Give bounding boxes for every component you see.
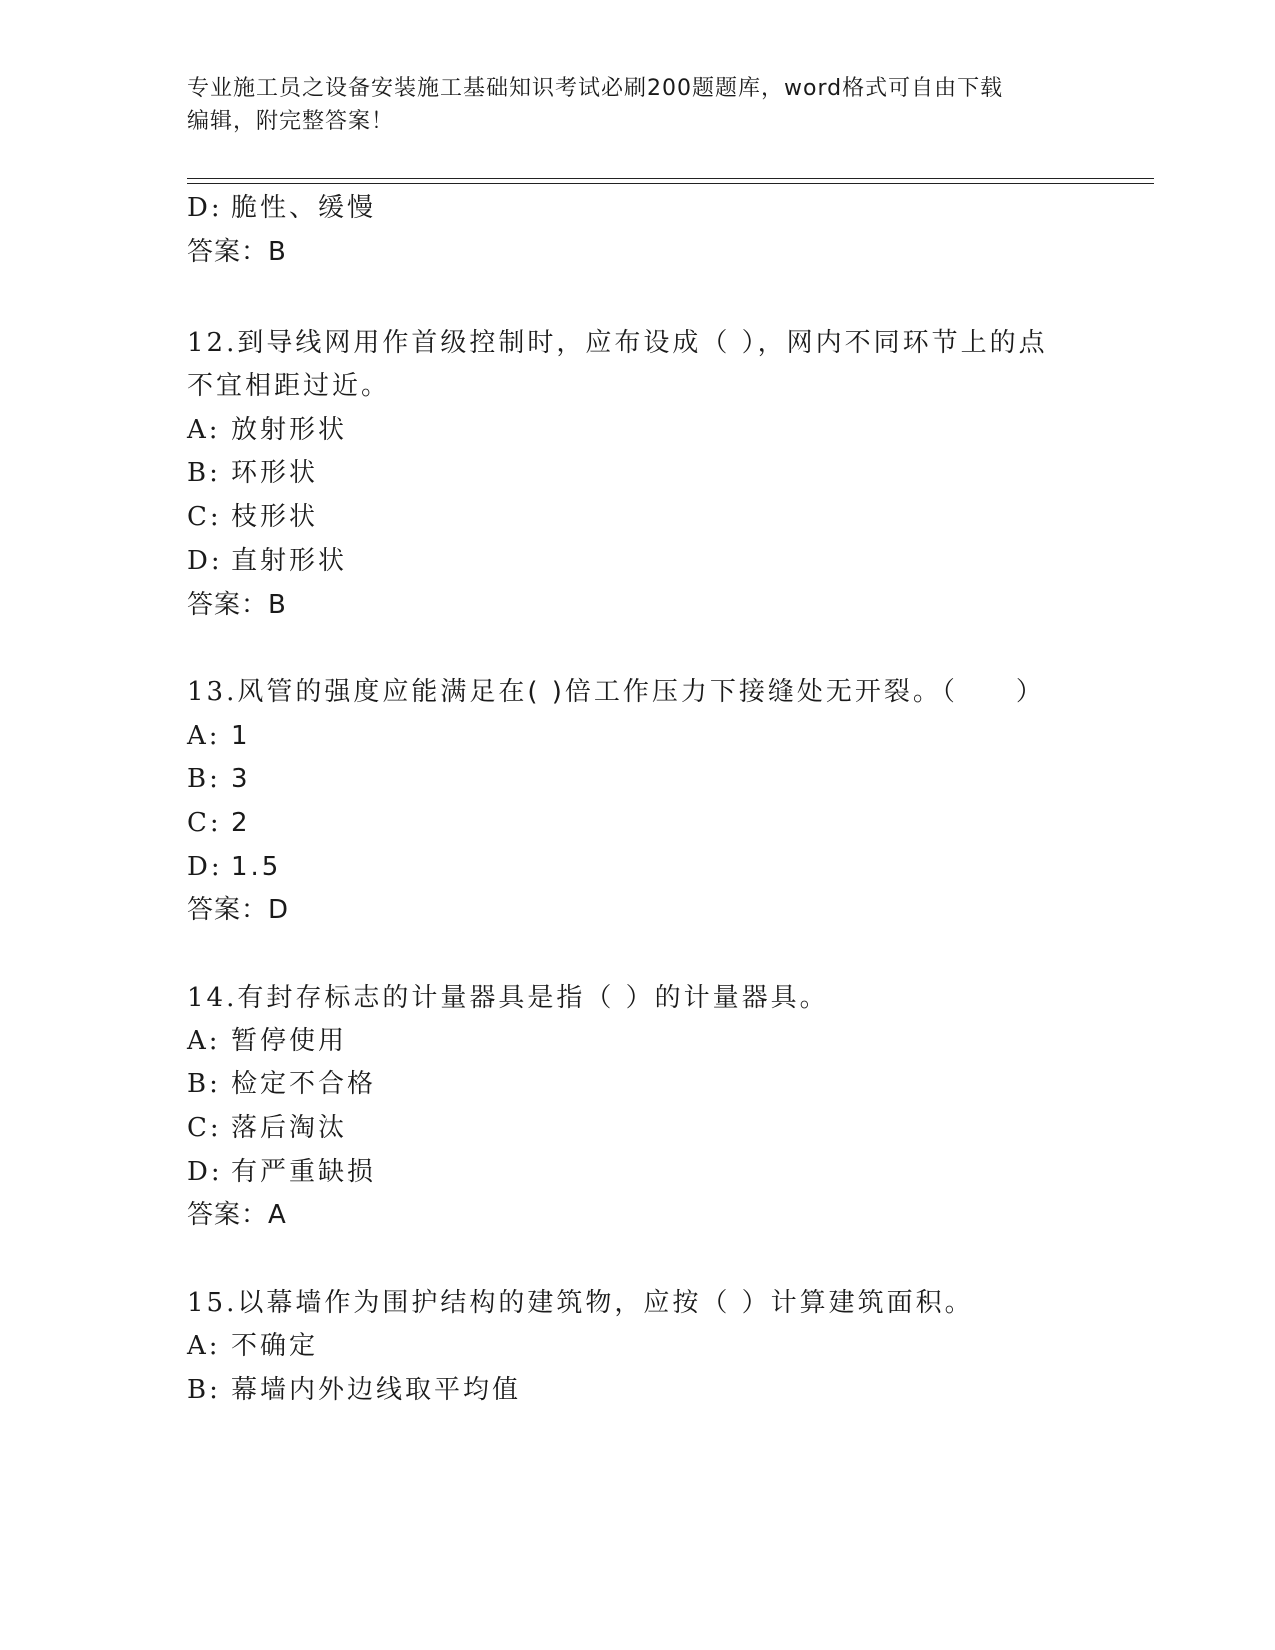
- header-title-line-2: 编辑，附完整答案！: [187, 109, 395, 134]
- question-stem: [187, 1285, 974, 1321]
- question-stem-text: 以幕墙作为围护结构的建筑物，应按（ ）计算建筑面积。: [237, 1288, 974, 1318]
- option-letter: D:: [187, 546, 223, 576]
- option-letter: A:: [187, 415, 221, 445]
- option-text: 检定不合格: [231, 1069, 377, 1099]
- option-letter: A:: [187, 1331, 221, 1361]
- option-letter: A:: [187, 721, 221, 751]
- option-text: 1: [231, 721, 251, 751]
- option-letter: B:: [187, 764, 221, 794]
- header-divider-top: [187, 178, 1154, 179]
- option-line: [187, 1023, 347, 1059]
- option-letter: B:: [187, 1069, 221, 1099]
- question-number: 13.: [187, 677, 238, 707]
- question-stem: [187, 674, 1045, 710]
- question-stem-text: 风管的强度应能满足在( )倍工作压力下接缝处无开裂。（ ）: [237, 677, 1045, 707]
- option-line: [187, 1110, 347, 1146]
- question-stem: [187, 325, 1048, 361]
- option-line: [187, 412, 347, 448]
- answer-line: 答案：A: [187, 1200, 287, 1230]
- option-line: [187, 455, 318, 491]
- option-line: [187, 543, 347, 579]
- option-letter: C:: [187, 1113, 222, 1143]
- answer-line: 答案：B: [187, 237, 287, 267]
- option-text: 环形状: [231, 458, 319, 488]
- option-letter: B:: [187, 1375, 221, 1405]
- option-text: 枝形状: [231, 502, 319, 532]
- question-number: 12.: [187, 328, 238, 358]
- question-stem-text: 有封存标志的计量器具是指（ ）的计量器具。: [237, 983, 829, 1013]
- option-line: [187, 805, 251, 841]
- option-line: [187, 190, 376, 226]
- question-stem-continued: 不宜相距过近。: [187, 371, 391, 401]
- answer-line: 答案：B: [187, 590, 287, 620]
- option-line: [187, 1154, 376, 1190]
- option-text: 暂停使用: [231, 1026, 348, 1056]
- question-stem: [187, 980, 829, 1016]
- option-text: 不确定: [231, 1331, 319, 1361]
- document-header: [187, 72, 1067, 138]
- option-line: [187, 718, 251, 754]
- option-line: [187, 499, 318, 535]
- option-text: 直射形状: [231, 546, 348, 576]
- option-line: [187, 1328, 318, 1364]
- option-line: [187, 1372, 521, 1408]
- option-text: 放射形状: [231, 415, 348, 445]
- option-line: [187, 849, 281, 885]
- question-number: 14.: [187, 983, 238, 1013]
- option-letter: D:: [187, 1157, 223, 1187]
- answer-line: 答案：D: [187, 895, 290, 925]
- option-text: 脆性、缓慢: [231, 193, 377, 223]
- option-text: 落后淘汰: [231, 1113, 348, 1143]
- question-stem-text: 到导线网用作首级控制时，应布设成（ ），网内不同环节上的点: [237, 328, 1048, 358]
- option-letter: D:: [187, 193, 223, 223]
- option-line: [187, 761, 251, 797]
- option-text: 1.5: [231, 852, 282, 882]
- header-title-line-1: 专业施工员之设备安装施工基础知识考试必刷200题题库，word格式可自由下载: [187, 76, 1004, 101]
- option-letter: C:: [187, 808, 222, 838]
- header-divider-bottom: [187, 183, 1154, 184]
- option-letter: D:: [187, 852, 223, 882]
- option-text: 3: [231, 764, 251, 794]
- option-text: 有严重缺损: [231, 1157, 377, 1187]
- option-letter: B:: [187, 458, 221, 488]
- option-text: 2: [231, 808, 251, 838]
- option-text: 幕墙内外边线取平均值: [231, 1375, 522, 1405]
- option-letter: C:: [187, 502, 222, 532]
- question-number: 15.: [187, 1288, 238, 1318]
- option-letter: A:: [187, 1026, 221, 1056]
- option-line: [187, 1066, 376, 1102]
